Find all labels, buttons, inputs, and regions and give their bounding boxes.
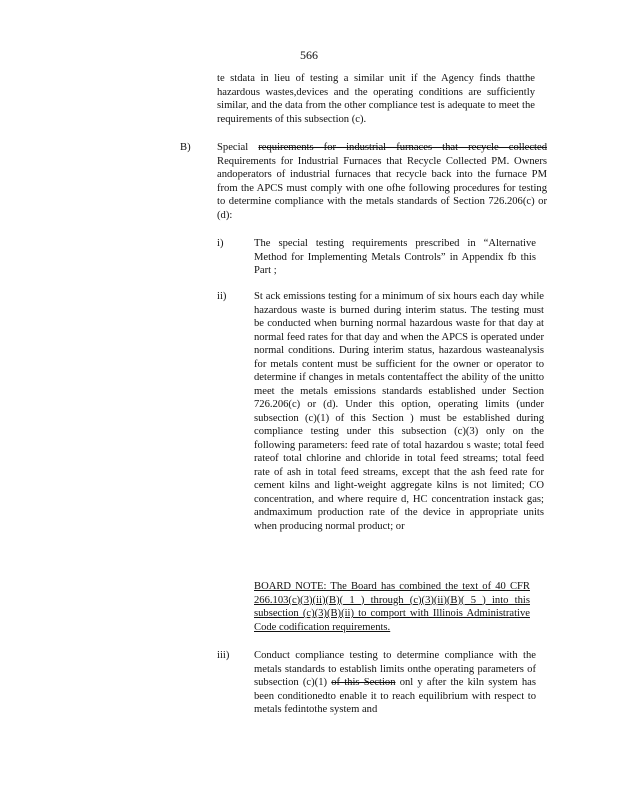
section-b-struck-text: requirements for industrial furnaces that recycle collected: [258, 142, 547, 153]
item-iii-text: [254, 649, 536, 717]
item-i-label: i): [217, 238, 224, 249]
page-number: 566: [300, 48, 318, 62]
section-b-body: Requirements for Industrial Furnaces that Recycle Collected PM. Owners andoperators of industrial furnaces that recycle back into the furnace PM from the APCS must comply with one ofhe following procedures for testing to determine compliance with the metals standards of Section 726.206(c) or (d):: [217, 155, 547, 221]
section-b-paragraph: [217, 141, 547, 222]
board-note: BOARD NOTE: The Board has combined the text of 40 CFR 266.103(c)(3)(ii)(B)( 1 ) through (c)(3)(ii)(B)( 5 ) into this subsection (c)(3)(B)(ii) to comport with Illinois Administrative Code codification requirements.: [254, 581, 530, 633]
item-iii-text-before: Conduct compliance testing to determine compliance with the metals standards to establish limits onthe operating parameters of subsection (c)(1): [254, 650, 536, 688]
intro-paragraph: te stdata in lieu of testing a similar unit if the Agency finds thatthe hazardous wastes,devices and the operating conditions are sufficiently similar, and the data from the other compliance test is adequate to meet the requirements of this subsection (c).: [217, 73, 535, 125]
item-ii-label: ii): [217, 291, 227, 302]
item-iii-struck-text: of this Section: [331, 677, 396, 688]
item-iii-label: iii): [217, 650, 230, 661]
section-b-lead: Special: [217, 142, 249, 153]
item-ii-text: St ack emissions testing for a minimum of six hours each day while hazardous waste is burned during interim status. The testing must be conducted when burning normal hazardous waste for that day at normal feed rates for that day and when the APCS is operated under normal conditions. During interim status, hazardous wasteanalysis for metals content must be sufficient for the owner or operator to determine if changes in metals contentaffect the ability of the unitto meet the metals emissions standards established under Section 726.206(c) or (d). Under this option, operating limits (under subsection (c)(1) of this Section ) must be established during compliance testing under this subsection (c)(3) only on the following parameters: feed rate of total hazardou s waste; total feed rateof total chlorine and chloride in total feed streams; total feed rate of ash in total feed streams, except that the ash feed rate for cement kilns and light-weight aggregate kilns is not limited; CO concentration, and where require d, HC concentration instack gas; andmaximum production rate of the device in appropriate units when producing normal product; or: [254, 291, 544, 532]
item-iii-text-after: onl y after the kiln system has been conditionedto enable it to reach equilibrium with respect to metals fedintothe system and: [254, 677, 536, 715]
item-i-text: The special testing requirements prescribed in “Alternative Method for Implementing Metals Controls” in Appendix fb this Part ;: [254, 238, 536, 276]
section-b-label: B): [180, 142, 191, 153]
